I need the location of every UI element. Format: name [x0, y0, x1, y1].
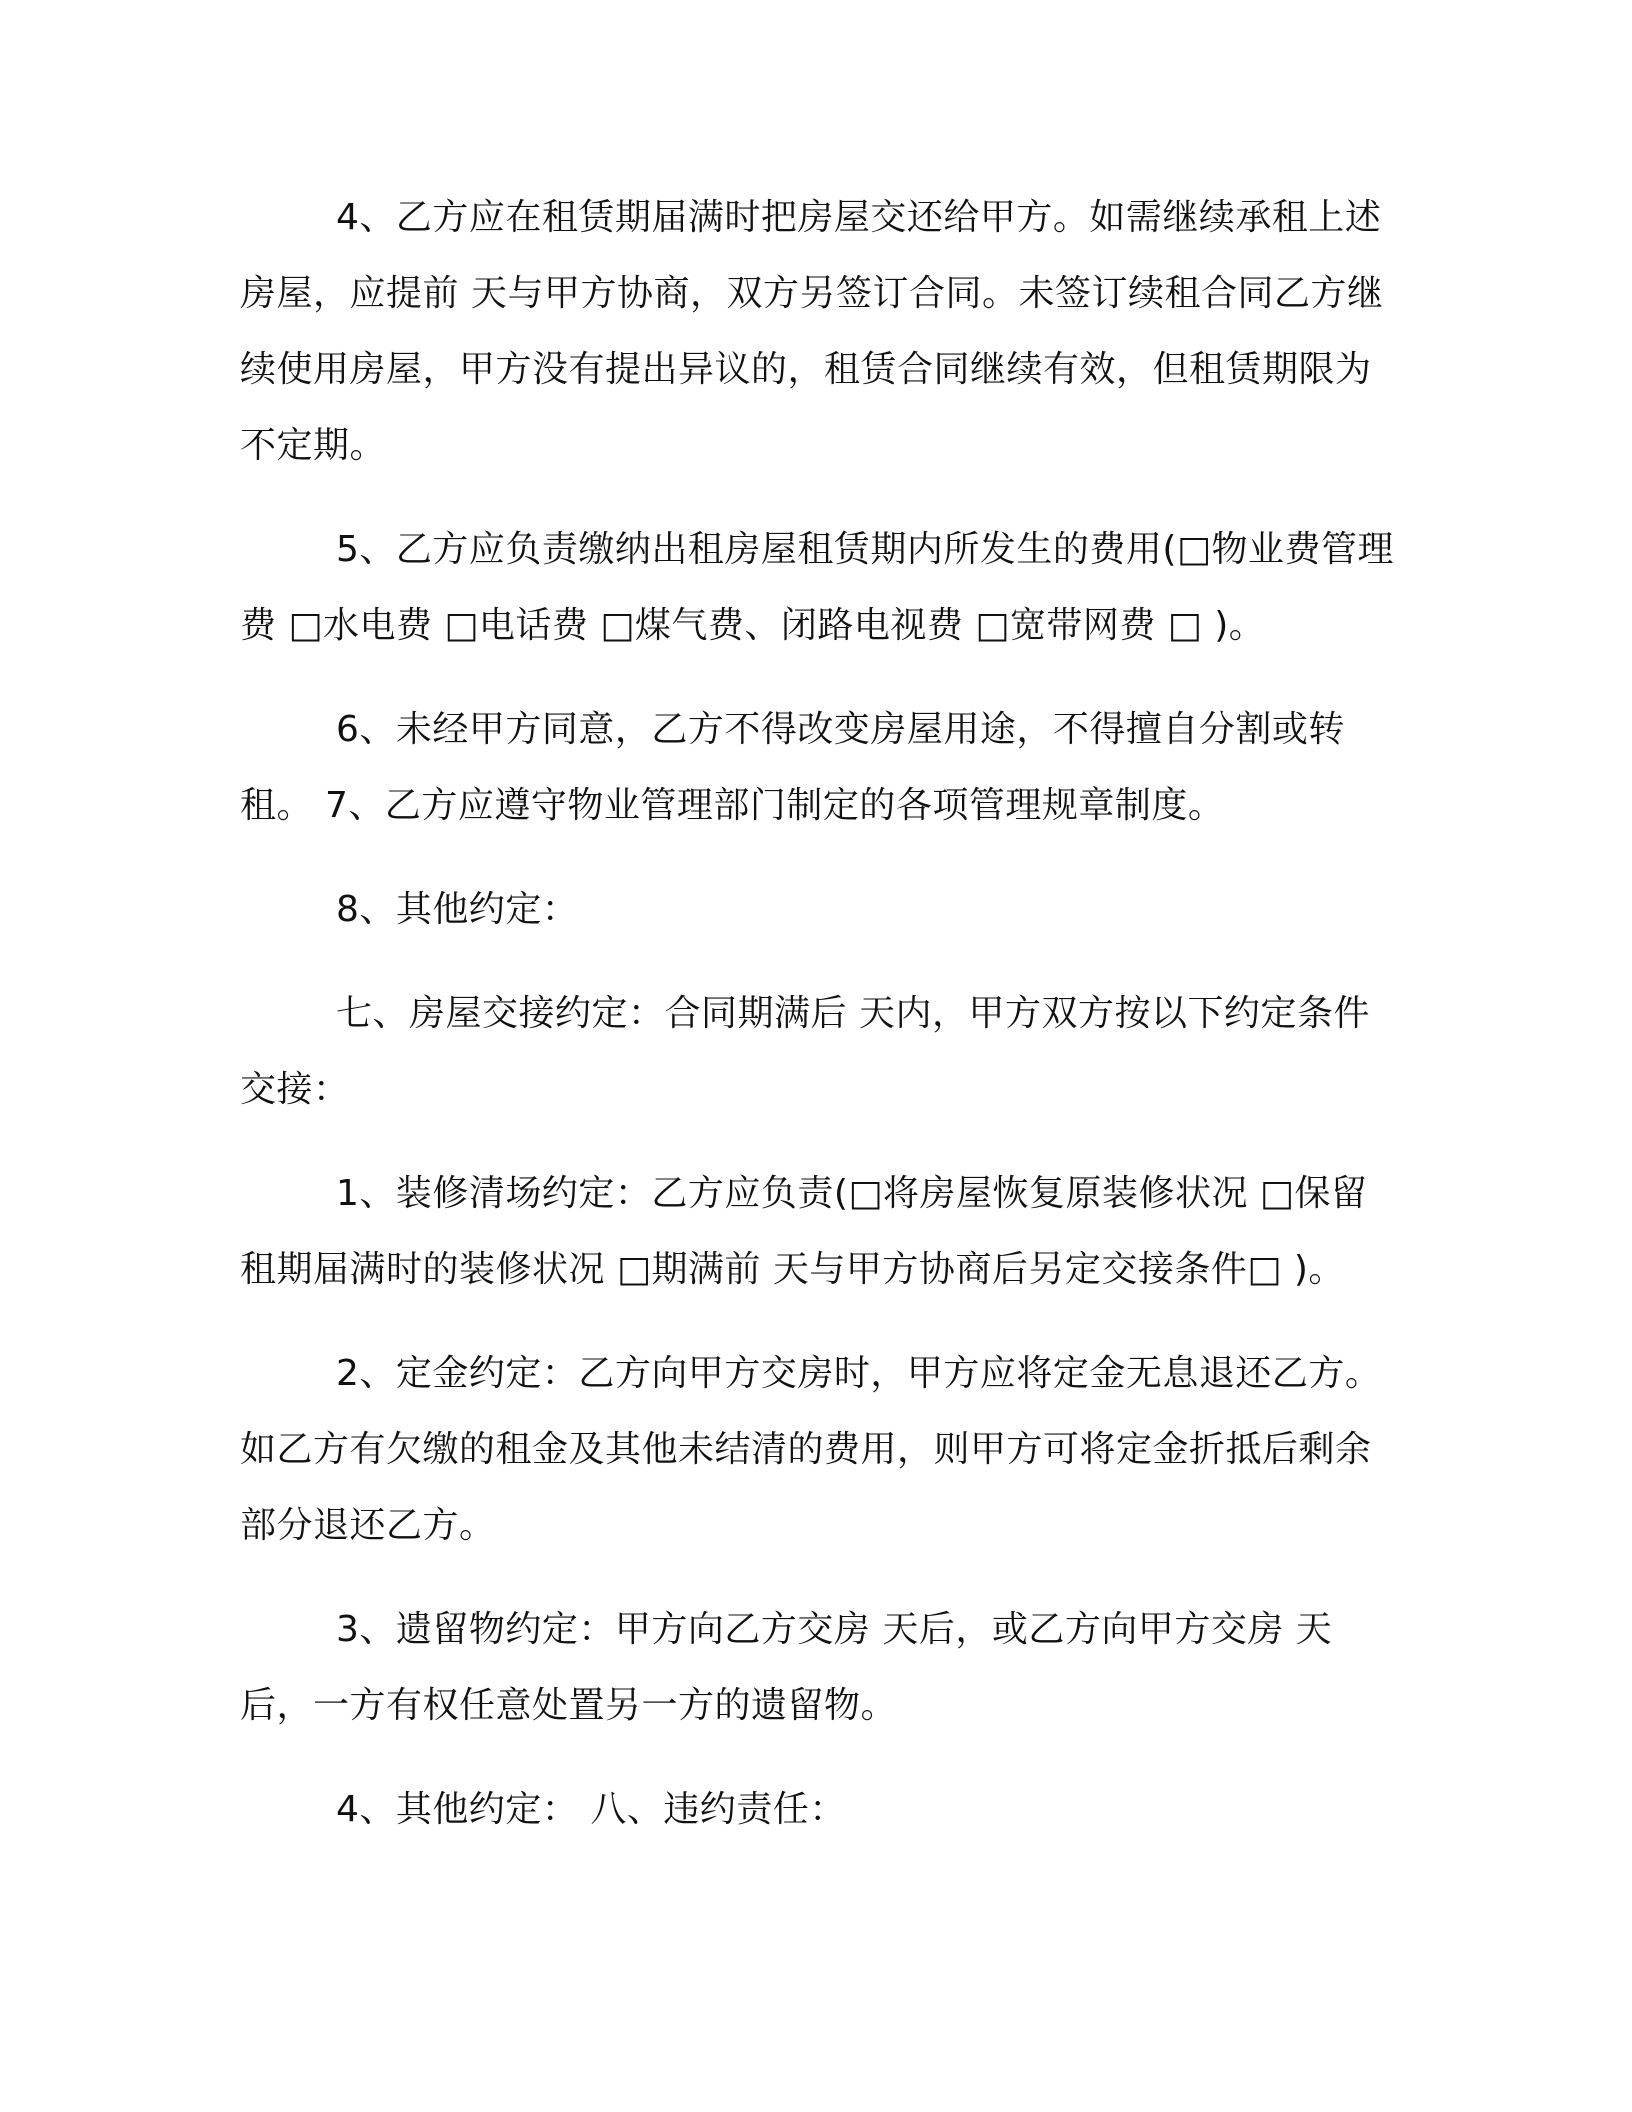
- paragraph-renovation: 1、装修清场约定：乙方应负责(□将房屋恢复原装修状况 □保留租期届满时的装修状况 □期满前 天与甲方协商后另定交接条件□ )。: [240, 1173, 1368, 1290]
- paragraph-other-liability: 4、其他约定： 八、违约责任：: [336, 1789, 846, 1830]
- paragraph-leftover-items: 3、遗留物约定：甲方向乙方交房 天后，或乙方向甲方交房 天后，一方有权任意处置另一方的遗留物。: [240, 1609, 1333, 1726]
- section-handover: 七、房屋交接约定：合同期满后 天内，甲方双方按以下约定条件交接：: [240, 993, 1370, 1110]
- paragraph-usage-rules: 6、未经甲方同意，乙方不得改变房屋用途，不得擅自分割或转租。 7、乙方应遵守物业管理部门制定的各项管理规章制度。: [240, 709, 1345, 826]
- paragraph-fees: 5、乙方应负责缴纳出租房屋租赁期内所发生的费用(□物业费管理费 □水电费 □电话费 □煤气费、闭路电视费 □宽带网费 □ )。: [240, 529, 1394, 646]
- paragraph-lease-expiry: 4、乙方应在租赁期届满时把房屋交还给甲方。如需继续承租上述房屋，应提前 天与甲方协商，双方另签订合同。未签订续租合同乙方继续使用房屋，甲方没有提出异议的，租赁合同继续有效，但租赁期限为不定期。: [240, 197, 1384, 466]
- paragraph-deposit: 2、定金约定：乙方向甲方交房时，甲方应将定金无息退还乙方。如乙方有欠缴的租金及其他未结清的费用，则甲方可将定金折抵后剩余部分退还乙方。: [240, 1353, 1382, 1546]
- paragraph-other-terms: 8、其他约定：: [336, 889, 579, 930]
